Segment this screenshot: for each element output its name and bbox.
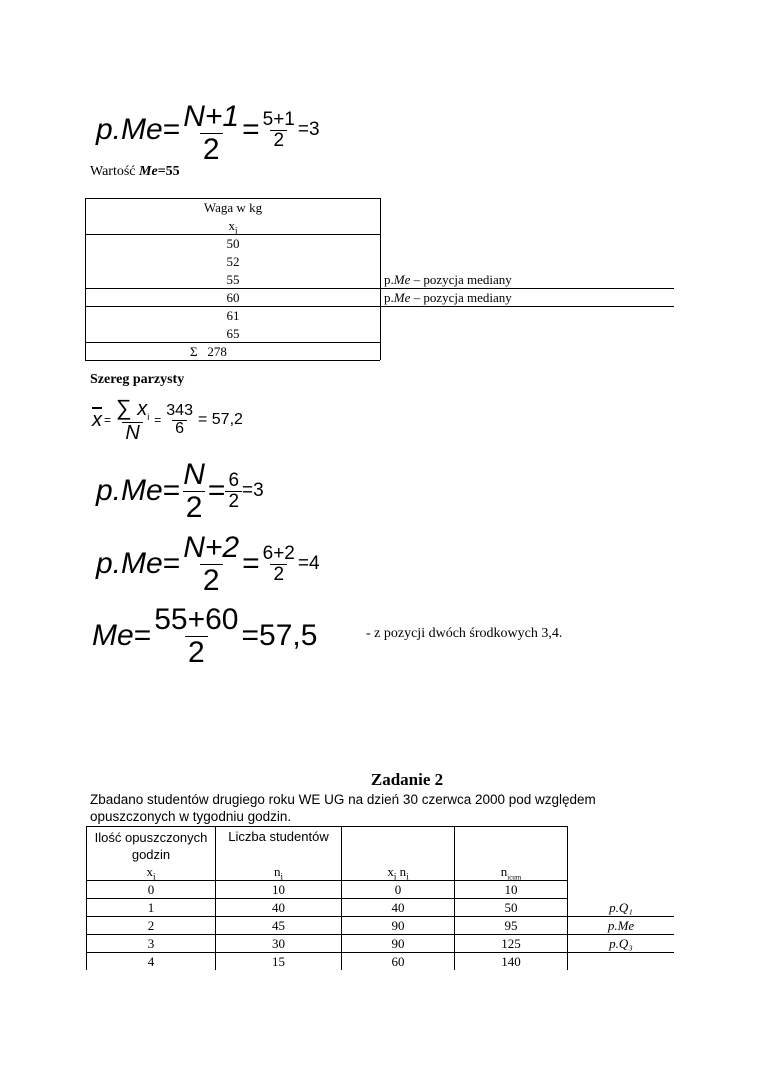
formula-result: =57,5 xyxy=(241,619,318,652)
median-position-note: p.Me – pozycja mediany xyxy=(384,272,512,287)
cell-xn: 0 xyxy=(394,882,402,897)
cell-note: p.Q₁ xyxy=(609,900,633,915)
fraction-numerator: 343 xyxy=(166,401,193,419)
cell-n: 40 xyxy=(272,900,285,915)
cell-note: p.Q₃ xyxy=(609,936,633,951)
formula-fraction xyxy=(180,459,208,523)
median-value-line xyxy=(90,164,180,180)
cell-ncum: 140 xyxy=(501,954,521,969)
cell-xn: 60 xyxy=(391,954,405,969)
cell-note: p.Me xyxy=(607,918,635,933)
col-header-hours: Ilość opuszczonych godzin xyxy=(94,830,208,862)
formula-fraction xyxy=(151,604,241,668)
col-header-students: Liczba studentów xyxy=(228,829,329,844)
fraction-denominator: 2 xyxy=(185,636,208,669)
median-label: Wartość xyxy=(90,164,140,179)
formula-result: =3 xyxy=(297,119,320,140)
section-title: Szereg parzysty xyxy=(90,372,185,387)
col-header-product: $x_i$ $n_i$ xyxy=(387,864,409,882)
fraction-numerator: 6 xyxy=(228,469,240,491)
fraction-numerator: N+2 xyxy=(183,531,240,564)
mean-symbol: $\overline{x}$ xyxy=(92,408,102,431)
table-cell: 60 xyxy=(226,290,240,305)
formula-fraction xyxy=(225,471,242,512)
formula-equals: = xyxy=(104,413,112,427)
fraction-denominator: 2 xyxy=(225,491,242,512)
cell-x: 4 xyxy=(147,954,155,969)
cell-n: 15 xyxy=(272,954,285,969)
fraction-denominator: 2 xyxy=(200,133,223,166)
median-var: Me xyxy=(139,164,158,179)
formula-pme-even xyxy=(96,455,264,527)
formula-pme-odd xyxy=(96,92,320,168)
formula-equals: = xyxy=(162,474,181,507)
formula-equals: = xyxy=(242,113,260,146)
formula-pme-even-2 xyxy=(96,528,320,600)
formula-result: =4 xyxy=(297,553,320,574)
fraction-denominator: N xyxy=(122,422,142,444)
fraction-numerator: 55+60 xyxy=(154,603,239,636)
task-title: Zadanie 2 xyxy=(370,770,444,789)
col-header-hours-symbol: $x_i$ xyxy=(146,864,156,882)
task-description xyxy=(90,791,596,825)
col-header-cumulative: $n_{icum}$ xyxy=(500,864,522,882)
cell-x: 3 xyxy=(147,936,155,951)
formula-equals: = xyxy=(162,113,181,146)
fraction-denominator: 2 xyxy=(270,564,287,585)
fraction-denominator: 2 xyxy=(200,564,223,597)
table-cell: 65 xyxy=(226,326,240,341)
median-note: - z pozycji dwóch środkowych 3,4. xyxy=(366,626,563,641)
table-cell: 52 xyxy=(226,254,240,269)
fraction-numerator: N+1 xyxy=(183,100,240,133)
table-cell: 61 xyxy=(226,308,240,323)
formula-equals: = xyxy=(154,413,162,427)
formula-equals: = xyxy=(207,474,226,507)
formula-lhs: p.Me xyxy=(96,474,163,507)
formula-fraction xyxy=(180,101,242,165)
cell-ncum: 95 xyxy=(504,918,518,933)
fraction-numerator: N xyxy=(183,458,205,491)
table-cell: 55 xyxy=(226,272,240,287)
cell-n: 30 xyxy=(272,936,285,951)
col-header-students-symbol: $n_i$ xyxy=(273,864,283,882)
fraction-numerator: 5+1 xyxy=(262,108,295,130)
fraction-numerator: 6+2 xyxy=(262,542,295,564)
formula-result: =3 xyxy=(242,480,264,501)
cell-n: 45 xyxy=(272,918,285,933)
formula-equals: = xyxy=(133,619,152,652)
formula-equals: = xyxy=(242,547,260,580)
task-description-line: opuszczonych w tygodniu godzin. xyxy=(90,809,292,824)
cell-x: 1 xyxy=(147,900,155,915)
formula-lhs: Me xyxy=(92,619,134,652)
cell-xn: 40 xyxy=(391,900,405,915)
table-header: Waga w kg xyxy=(203,200,263,215)
mean-result: = 57,2 xyxy=(197,411,243,428)
formula-fraction xyxy=(163,403,196,438)
formula-lhs: p.Me xyxy=(96,113,163,146)
cell-x: 2 xyxy=(147,918,155,933)
formula-fraction xyxy=(113,396,152,444)
formula-lhs: p.Me xyxy=(96,547,163,580)
formula-equals: = xyxy=(162,547,181,580)
table-cell: 50 xyxy=(226,236,240,251)
cell-n: 10 xyxy=(272,882,285,897)
fraction-denominator: 6 xyxy=(172,420,187,438)
cell-ncum: 50 xyxy=(504,900,518,915)
table-subheader: $x_i$ xyxy=(228,218,238,236)
fraction-denominator: 2 xyxy=(183,491,206,524)
mean-formula xyxy=(92,390,243,450)
table-sum: Σ 278 xyxy=(190,344,227,359)
median-number: =55 xyxy=(157,164,180,179)
task-description-line: Zbadano studentów drugiego roku WE UG na dzień 30 czerwca 2000 pod względem xyxy=(90,792,596,807)
cell-ncum: 10 xyxy=(504,882,518,897)
formula-fraction xyxy=(260,544,298,585)
cell-xn: 90 xyxy=(391,936,405,951)
cell-xn: 90 xyxy=(391,918,405,933)
formula-fraction xyxy=(180,532,242,596)
formula-me xyxy=(92,598,317,674)
fraction-numerator: ∑ $x_i$ xyxy=(116,394,150,422)
cell-x: 0 xyxy=(147,882,155,897)
fraction-denominator: 2 xyxy=(270,130,287,151)
median-position-note: p.Me – pozycja mediany xyxy=(384,290,512,305)
cell-ncum: 125 xyxy=(501,936,521,951)
formula-fraction xyxy=(260,110,298,151)
